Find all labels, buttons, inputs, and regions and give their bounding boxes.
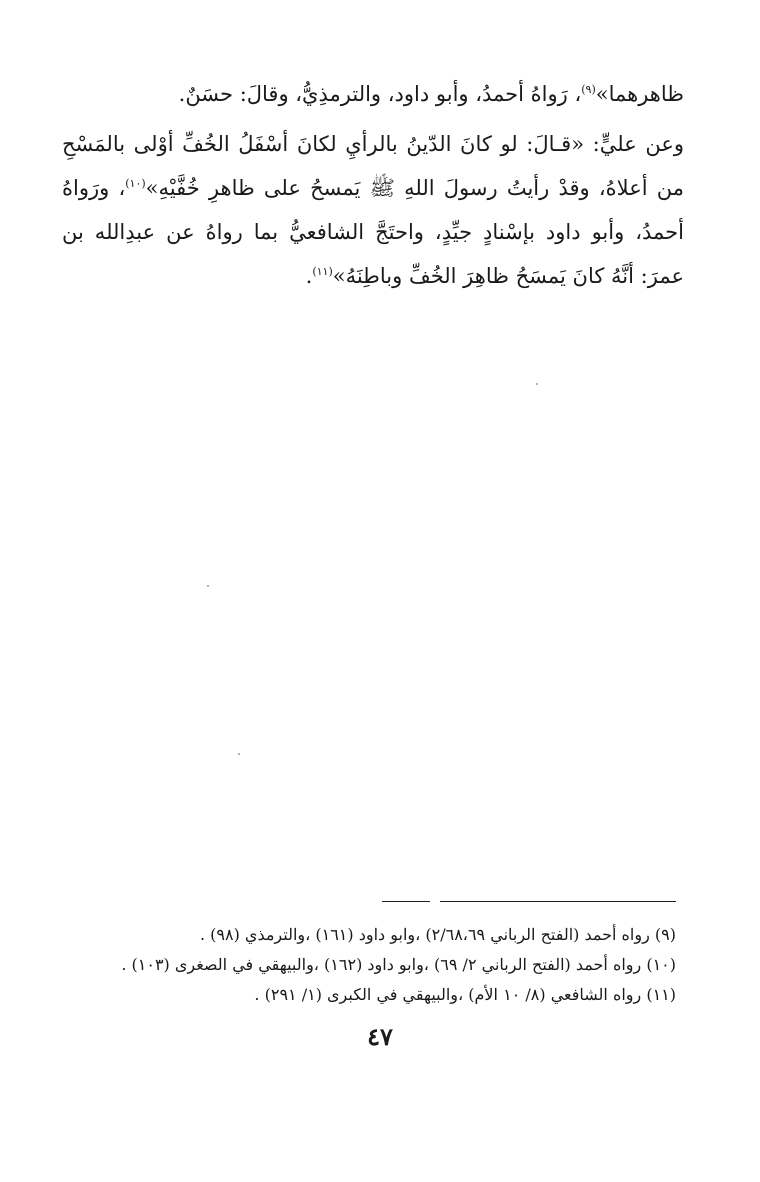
paragraph-2-rest: ، ورَواهُ أحمدُ، وأبو داود بإسْنادٍ جيِّدٍ، واحتَجَّ الشافعيُّ بما رواهُ عن عبدِالله بن عمرَ: أنَّهُ كانَ يَمسَحُ ظاهِرَ الخُفِّ وباطِنَهُ»: [62, 176, 684, 288]
scan-speck: [536, 383, 538, 385]
main-text: [62, 72, 684, 298]
scan-speck: [207, 585, 209, 587]
footnote-divider: [440, 901, 676, 902]
footnote-divider-short: [382, 901, 430, 902]
scan-speck: [238, 753, 240, 755]
paragraph-2-end: .: [305, 264, 313, 288]
paragraph-1: [62, 72, 684, 116]
footnote-10: (١٠) رواه أحمد (الفتح الرباني ٢/ ٦٩) ،وابو داود (١٦٢) ،والبيهقي في الصغرى (١٠٣) .: [121, 955, 676, 974]
footnote-ref-10[interactable]: (١٠): [125, 177, 146, 190]
footnote-11: (١١) رواه الشافعي (٨/ ١٠ الأم) ،والبيهقي في الكبرى (١/ ٢٩١) .: [254, 985, 676, 1004]
footnote-ref-11[interactable]: (١١): [312, 265, 333, 278]
footnotes: [121, 920, 676, 1010]
footnote-9: (٩) رواه أحمد (الفتح الرباني ٢/٦٨،٦٩) ،وابو داود (١٦١) ،والترمذي (٩٨) .: [199, 925, 676, 944]
footnote-ref-9[interactable]: (٩): [581, 83, 596, 96]
page-number: ٤٧: [367, 1022, 393, 1051]
paragraph-2-text: وعن عليٍّ: «قـالَ: لو كانَ الدّينُ بالرأيِ لكانَ أسْفَلُ الخُفِّ أوْلى بالمَسْحِ من أعلاهُ، وقدْ رأيتُ رسولَ اللهِ ﷺ يَمسحُ على ظاهرِ خُفَّيْهِ»: [62, 132, 684, 200]
paragraph-2: [62, 122, 684, 298]
paragraph-1-rest: ، رَواهُ أحمدُ، وأبو داود، والترمذِيُّ، وقالَ: حسَنٌ.: [178, 82, 582, 106]
paragraph-1-text: ظاهرهما»: [595, 82, 684, 106]
